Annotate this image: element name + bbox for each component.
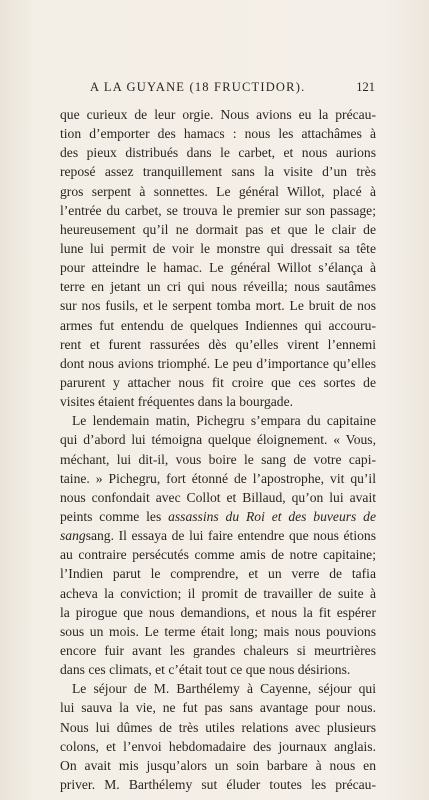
text-line: rent et furent rassurées dès qu’elles virent l’ennemi <box>60 336 376 352</box>
page-number: 121 <box>356 80 375 94</box>
text-line: sous un mois. Le terme était long; mais nous pouvions <box>60 623 376 639</box>
text-line: qui d’abord lui témoigna quelque éloignement. « Vous, <box>60 432 376 448</box>
text-line: Nous lui dûmes de très utiles relations avec plusieurs <box>60 719 376 735</box>
text-line: colons, et l’envoi hebdomadaire des journaux anglais. <box>60 738 376 754</box>
text-line: reposé assez tranquillement sans la visite d’un très <box>60 164 376 180</box>
text-line-mixed <box>60 507 376 526</box>
text-line: que curieux de leur orgie. Nous avions eu la précau- <box>60 107 376 122</box>
text-line: terre en jetant un cri qui nous réveilla; nous sautâmes <box>60 279 376 295</box>
text-line: méchant, lui dit-il, vous boire le sang de votre capi- <box>60 451 376 467</box>
text-line: des pieux distribués dans le carbet, et nous aurions <box>60 145 376 161</box>
text-line: nous confondait avec Collot et Billaud, qu’on lui avait <box>60 489 376 505</box>
running-title: A LA GUYANE (18 FRUCTIDOR). <box>90 80 306 94</box>
italic-phrase: assassins du Roi et des buveurs de <box>168 508 376 524</box>
text-line: la pirogue que nous demandions, et nous la fit espérer <box>60 604 376 620</box>
text-line: visites étaient fréquentes dans la bourgade. <box>60 394 294 410</box>
text-line: encore fuir avant les grandes chaleurs si meurtrières <box>60 642 376 658</box>
text-line: On avait mis jusqu’alors un soin barbare à nous en <box>60 757 376 773</box>
text-line: tion d’emporter des hamacs : nous les attachâmes à <box>60 126 376 142</box>
text-line: taine. » Pichegru, fort étonné de l’apostrophe, vit qu’il <box>60 470 376 486</box>
italic-phrase: sang <box>60 528 86 544</box>
text-line: lune lui permit de voir le monstre qui dressait sa tête <box>60 240 376 256</box>
text-line: parurent y attacher nous fit croire que ces sortes de <box>60 374 376 390</box>
text-line: pour atteindre le hamac. Le général Willot s’élança à <box>60 260 376 276</box>
text-line: l’entrée du carbet, se trouva le premier sur son passage; <box>60 202 376 218</box>
body-text <box>60 105 376 794</box>
text-line: dans ces climats, et c’était tout ce que nous désirions. <box>60 662 351 678</box>
text-line: heureusement qu’il ne dormait pas et que le clair de <box>60 221 376 237</box>
text-line: lui sauva la vie, ne fut pas sans avantage pour nous. <box>60 700 376 716</box>
text-line: dont nous avions triomphé. Le peu d’importance qu’elles <box>60 355 376 371</box>
running-head <box>60 80 375 96</box>
text-line: acheva la conviction; il promit de travailler de suite à <box>60 585 376 601</box>
text-line: Le lendemain matin, Pichegru s’empara du capitaine <box>72 413 376 429</box>
text-line: au contraire persécutés comme amis de notre capitaine; <box>60 547 376 563</box>
text-segment: peints comme les <box>60 508 169 524</box>
text-line: Le séjour de M. Barthélemy à Cayenne, séjour qui <box>72 681 376 697</box>
text-line: armes fut entendu de quelques Indiennes qui accouru- <box>60 317 376 333</box>
text-line-mixed <box>60 526 376 545</box>
text-line: sur nos fusils, et le serpent tomba mort. Le bruit de nos <box>60 298 376 314</box>
text-segment: sang. Il essaya de lui faire entendre que nous étions <box>85 528 376 544</box>
text-line: priver. M. Barthélemy sut éluder toutes les précau- <box>60 776 376 792</box>
text-line: gros serpent à sonnettes. Le général Willot, placé à <box>60 183 376 199</box>
text-line: l’Indien parut le comprendre, et un verre de tafia <box>60 566 376 582</box>
